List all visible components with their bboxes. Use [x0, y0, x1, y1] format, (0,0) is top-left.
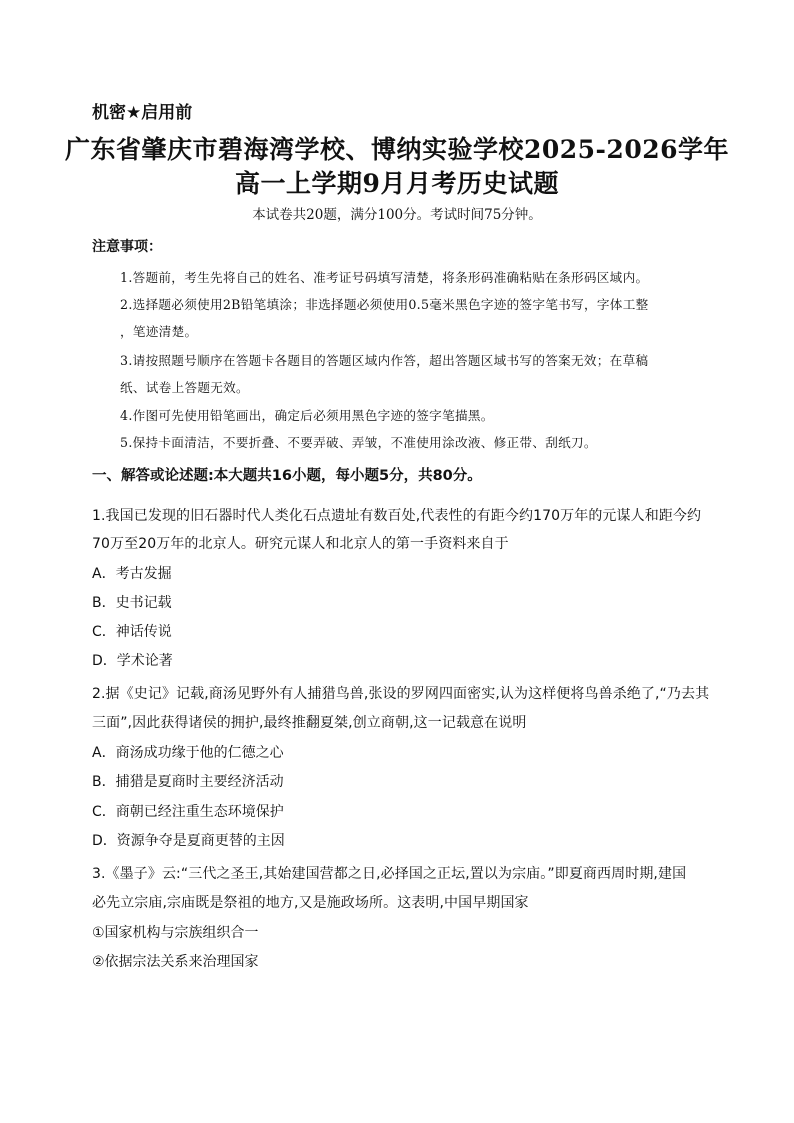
- question-2-option-a: A．商汤成功缘于他的仁德之心: [92, 745, 284, 761]
- question-3-statement-2: ②依据宗法关系来治理国家: [92, 954, 259, 970]
- notice-line: 纸、试卷上答题无效。: [120, 380, 249, 395]
- notice-heading: 注意事项：: [92, 239, 162, 255]
- question-2-option-b: B．捕猎是夏商时主要经济活动: [92, 774, 284, 790]
- notice-line: 1.答题前，考生先将自己的姓名、准考证号码填写清楚，将条形码准确粘贴在条形码区域内。: [120, 270, 649, 285]
- question-3-stem: 必先立宗庙,宗庙既是祭祖的地方,又是施政场所。这表明,中国早期国家: [92, 895, 529, 911]
- exam-info: 本试卷共20题，满分100分。考试时间75分钟。: [252, 207, 542, 223]
- question-3-stem: 3.《墨子》云:“三代之圣王,其始建国营都之日,必择国之正坛,置以为宗庙。”即夏商西周时期,建国: [92, 866, 687, 882]
- notice-line: 2.选择题必须使用2B铅笔填涂；非选择题必须使用0.5毫米黑色字迹的签字笔书写，字体工整: [120, 297, 649, 312]
- notice-line: 3.请按照题号顺序在答题卡各题目的答题区域内作答，超出答题区域书写的答案无效；在草稿: [120, 353, 649, 368]
- question-3-statement-1: ①国家机构与宗族组织合一: [92, 925, 259, 941]
- question-1-option-d: D．学术论著: [92, 653, 173, 669]
- question-1-option-c: C．神话传说: [92, 624, 172, 640]
- exam-title-line-1: 广东省肇庆市碧海湾学校、博纳实验学校2025-2026学年: [64, 135, 730, 164]
- notice-line: ，笔迹清楚。: [120, 324, 198, 339]
- notice-line: 4.作图可先使用铅笔画出，确定后必须用黑色字迹的签字笔描黑。: [120, 408, 494, 423]
- question-2-option-d: D．资源争夺是夏商更替的主因: [92, 833, 285, 849]
- question-1-option-a: A．考古发掘: [92, 566, 172, 582]
- section-heading: 一、解答或论述题:本大题共16小题，每小题5分，共80分。: [92, 468, 482, 484]
- notice-line: 5.保持卡面清洁，不要折叠、不要弄破、弄皱，不准使用涂改液、修正带、刮纸刀。: [120, 435, 597, 450]
- question-2-stem: 2.据《史记》记载,商汤见野外有人捕猎鸟兽,张设的罗网四面密实,认为这样便将鸟兽杀绝了,“乃去其: [92, 686, 710, 702]
- question-1-stem: 1.我国已发现的旧石器时代人类化石点遗址有数百处,代表性的有距今约170万年的元谋人和距今约: [92, 508, 702, 524]
- question-1-stem: 70万至20万年的北京人。研究元谋人和北京人的第一手资料来自于: [92, 536, 509, 552]
- exam-title-line-2: 高一上学期9月月考历史试题: [235, 169, 559, 198]
- question-1-option-b: B．史书记载: [92, 595, 172, 611]
- confidential-label: 机密★启用前: [92, 103, 193, 123]
- question-2-stem: 三面”,因此获得诸侯的拥护,最终推翻夏桀,创立商朝,这一记载意在说明: [92, 715, 527, 731]
- question-2-option-c: C．商朝已经注重生态环境保护: [92, 804, 284, 820]
